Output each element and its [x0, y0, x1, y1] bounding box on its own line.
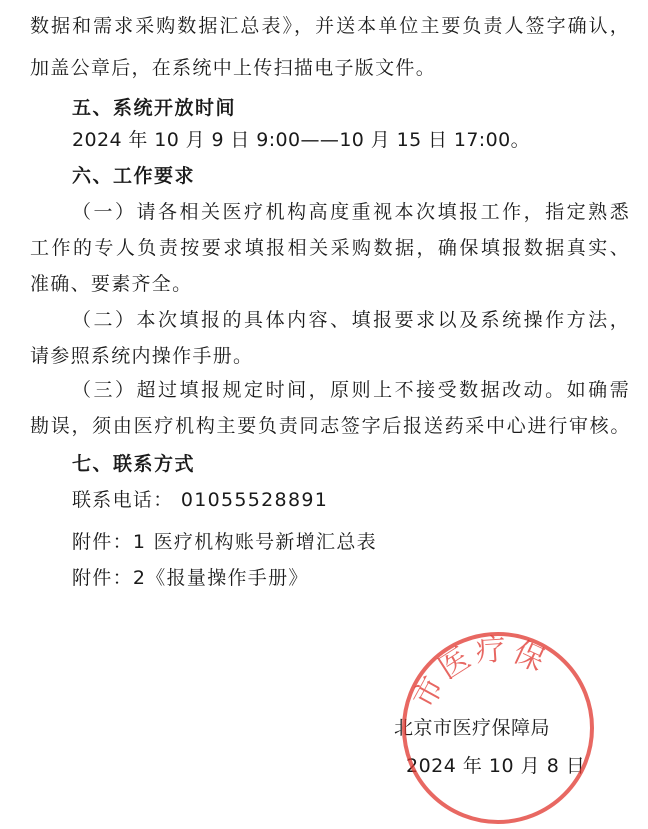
attachment-1: 附件：1 医疗机构账号新增汇总表 [72, 531, 377, 553]
section-heading-open-time: 五、系统开放时间 [72, 97, 237, 119]
paragraph-line: （一）请各相关医疗机构高度重视本次填报工作，指定熟悉 [72, 201, 630, 223]
paragraph-line: （二）本次填报的具体内容、填报要求以及系统操作方法， [72, 309, 630, 331]
paragraph-line: 勘误，须由医疗机构主要负责同志签字后报送药采中心进行审核。 [30, 415, 630, 437]
section-heading-requirements: 六、工作要求 [72, 165, 196, 187]
paragraph-line: 请参照系统内操作手册。 [30, 345, 254, 367]
open-time-text: 2024 年 10 月 9 日 9:00——10 月 15 日 17:00。 [72, 129, 530, 151]
paragraph-line: 数据和需求采购数据汇总表》，并送本单位主要负责人签字确认， [30, 15, 630, 37]
issuer-name: 北京市医疗保障局 [394, 717, 551, 739]
paragraph-line: 工作的专人负责按要求填报相关采购数据，确保填报数据真实、 [30, 237, 630, 259]
paragraph-line: 加盖公章后，在系统中上传扫描电子版文件。 [30, 57, 437, 79]
paragraph-line: （三）超过填报规定时间，原则上不接受数据改动。如确需 [72, 379, 630, 401]
paragraph-line: 准确、要素齐全。 [30, 273, 193, 295]
attachment-2: 附件：2《报量操作手册》 [72, 567, 309, 589]
section-heading-contact: 七、联系方式 [72, 453, 196, 475]
issue-date: 2024 年 10 月 8 日 [406, 755, 586, 777]
contact-phone: 联系电话： 01055528891 [72, 489, 329, 511]
seal-text: 市医疗保 [406, 632, 554, 715]
